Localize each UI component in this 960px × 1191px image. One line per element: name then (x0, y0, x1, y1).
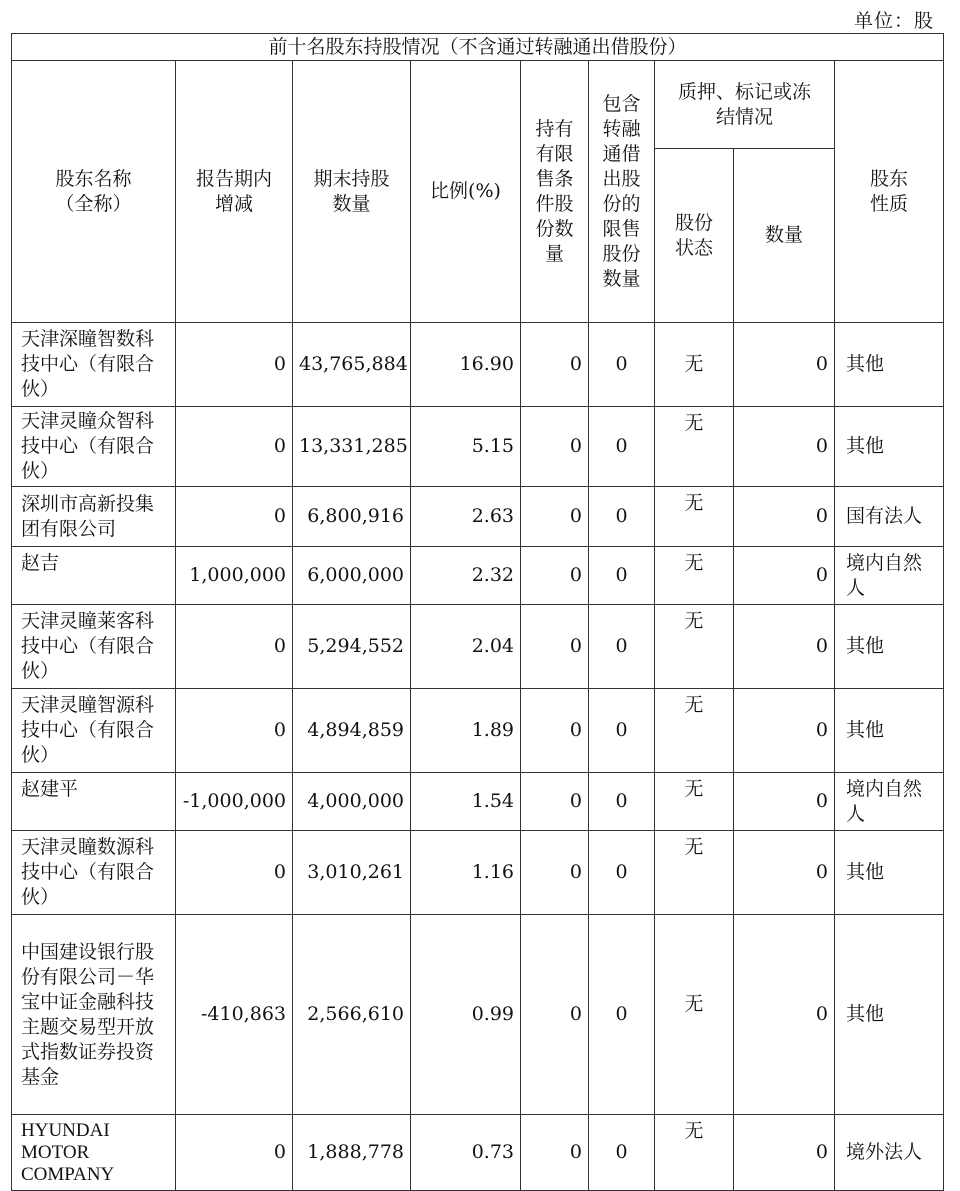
holder-restricted-lent: 0 (589, 407, 655, 487)
header-change: 报告期内增减 (176, 61, 293, 323)
pledge-qty: 0 (734, 915, 835, 1115)
holder-restricted: 0 (521, 547, 589, 605)
table-row (12, 605, 944, 689)
table-row (12, 1115, 944, 1191)
holder-restricted: 0 (521, 407, 589, 487)
holder-shares: 5,294,552 (293, 605, 411, 689)
holder-ratio: 1.54 (411, 773, 521, 831)
holder-change: 0 (176, 323, 293, 407)
header-ratio: 比例(%) (411, 61, 521, 323)
holder-nature: 其他 (835, 915, 944, 1115)
table-row (12, 773, 944, 831)
holder-shares: 6,800,916 (293, 487, 411, 547)
holder-shares: 13,331,285 (293, 407, 411, 487)
holder-name: 天津灵瞳众智科技中心（有限合伙） (12, 407, 176, 487)
holder-ratio: 2.32 (411, 547, 521, 605)
pledge-qty: 0 (734, 773, 835, 831)
holder-restricted-lent: 0 (589, 487, 655, 547)
holder-change: 0 (176, 689, 293, 773)
pledge-status: 无 (655, 487, 734, 547)
pledge-status: 无 (655, 1115, 734, 1191)
holder-ratio: 2.04 (411, 605, 521, 689)
pledge-qty: 0 (734, 487, 835, 547)
holder-name: 中国建设银行股份有限公司－华宝中证金融科技主题交易型开放式指数证券投资基金 (12, 915, 176, 1115)
holder-restricted-lent: 0 (589, 831, 655, 915)
holder-shares: 2,566,610 (293, 915, 411, 1115)
pledge-qty: 0 (734, 1115, 835, 1191)
pledge-qty: 0 (734, 689, 835, 773)
header-pledge-status: 股份状态 (655, 149, 734, 323)
holder-shares: 3,010,261 (293, 831, 411, 915)
holder-change: 0 (176, 831, 293, 915)
header-row-1 (12, 61, 944, 149)
pledge-status: 无 (655, 831, 734, 915)
holder-restricted-lent: 0 (589, 1115, 655, 1191)
holder-nature: 其他 (835, 407, 944, 487)
holder-restricted-lent: 0 (589, 689, 655, 773)
holder-restricted-lent: 0 (589, 605, 655, 689)
header-nature: 股东性质 (835, 61, 944, 323)
holder-name: 天津灵瞳智源科技中心（有限合伙） (12, 689, 176, 773)
table-title-row (12, 34, 944, 61)
holder-shares: 4,894,859 (293, 689, 411, 773)
header-restricted-lent: 包含转融通借出股份的限售股份数量 (589, 61, 655, 323)
holder-restricted: 0 (521, 1115, 589, 1191)
holder-nature: 其他 (835, 323, 944, 407)
header-shares-end: 期末持股数量 (293, 61, 411, 323)
holder-nature: 境外法人 (835, 1115, 944, 1191)
holder-restricted: 0 (521, 323, 589, 407)
holder-restricted: 0 (521, 487, 589, 547)
pledge-qty: 0 (734, 547, 835, 605)
holder-name: 天津灵瞳莱客科技中心（有限合伙） (12, 605, 176, 689)
header-pledge-qty: 数量 (734, 149, 835, 323)
holder-ratio: 16.90 (411, 323, 521, 407)
holder-restricted: 0 (521, 915, 589, 1115)
holder-shares: 4,000,000 (293, 773, 411, 831)
holder-nature: 国有法人 (835, 487, 944, 547)
holder-restricted-lent: 0 (589, 773, 655, 831)
holder-name: 赵吉 (12, 547, 176, 605)
holder-restricted: 0 (521, 831, 589, 915)
pledge-qty: 0 (734, 831, 835, 915)
holder-nature: 其他 (835, 605, 944, 689)
pledge-status: 无 (655, 407, 734, 487)
holder-change: 1,000,000 (176, 547, 293, 605)
pledge-qty: 0 (734, 407, 835, 487)
holder-change: 0 (176, 1115, 293, 1191)
table-row (12, 323, 944, 407)
pledge-qty: 0 (734, 605, 835, 689)
holder-shares: 6,000,000 (293, 547, 411, 605)
holder-shares: 1,888,778 (293, 1115, 411, 1191)
holder-ratio: 2.63 (411, 487, 521, 547)
holder-change: 0 (176, 605, 293, 689)
table-row (12, 831, 944, 915)
table-row (12, 915, 944, 1115)
table-row (12, 689, 944, 773)
table-row (12, 407, 944, 487)
holder-restricted: 0 (521, 773, 589, 831)
pledge-status: 无 (655, 915, 734, 1115)
header-pledge-group: 质押、标记或冻结情况 (655, 61, 835, 149)
holder-restricted-lent: 0 (589, 323, 655, 407)
holder-restricted: 0 (521, 605, 589, 689)
pledge-status: 无 (655, 323, 734, 407)
holder-name: 天津深瞳智数科技中心（有限合伙） (12, 323, 176, 407)
holder-restricted-lent: 0 (589, 547, 655, 605)
holder-ratio: 0.73 (411, 1115, 521, 1191)
holder-restricted-lent: 0 (589, 915, 655, 1115)
table-row (12, 487, 944, 547)
holder-shares: 43,765,884 (293, 323, 411, 407)
holder-change: 0 (176, 407, 293, 487)
holder-restricted: 0 (521, 689, 589, 773)
holder-change: -1,000,000 (176, 773, 293, 831)
holder-ratio: 5.15 (411, 407, 521, 487)
header-holder-name: 股东名称（全称） (12, 61, 176, 323)
holder-name: 赵建平 (12, 773, 176, 831)
holder-name: HYUNDAI MOTOR COMPANY (12, 1115, 176, 1191)
top-ten-shareholders-table (11, 33, 944, 1191)
holder-ratio: 1.89 (411, 689, 521, 773)
holder-name: 天津灵瞳数源科技中心（有限合伙） (12, 831, 176, 915)
holder-change: 0 (176, 487, 293, 547)
pledge-status: 无 (655, 547, 734, 605)
pledge-status: 无 (655, 689, 734, 773)
holder-ratio: 0.99 (411, 915, 521, 1115)
holder-name: 深圳市高新投集团有限公司 (12, 487, 176, 547)
holder-change: -410,863 (176, 915, 293, 1115)
unit-label: 单位：股 (853, 10, 934, 32)
pledge-status: 无 (655, 605, 734, 689)
table-row (12, 547, 944, 605)
holder-nature: 其他 (835, 689, 944, 773)
pledge-qty: 0 (734, 323, 835, 407)
holder-nature: 境内自然人 (835, 773, 944, 831)
table-title: 前十名股东持股情况（不含通过转融通出借股份） (12, 34, 944, 61)
pledge-status: 无 (655, 773, 734, 831)
holder-ratio: 1.16 (411, 831, 521, 915)
holder-nature: 其他 (835, 831, 944, 915)
holder-nature: 境内自然人 (835, 547, 944, 605)
header-restricted: 持有有限售条件股份数量 (521, 61, 589, 323)
